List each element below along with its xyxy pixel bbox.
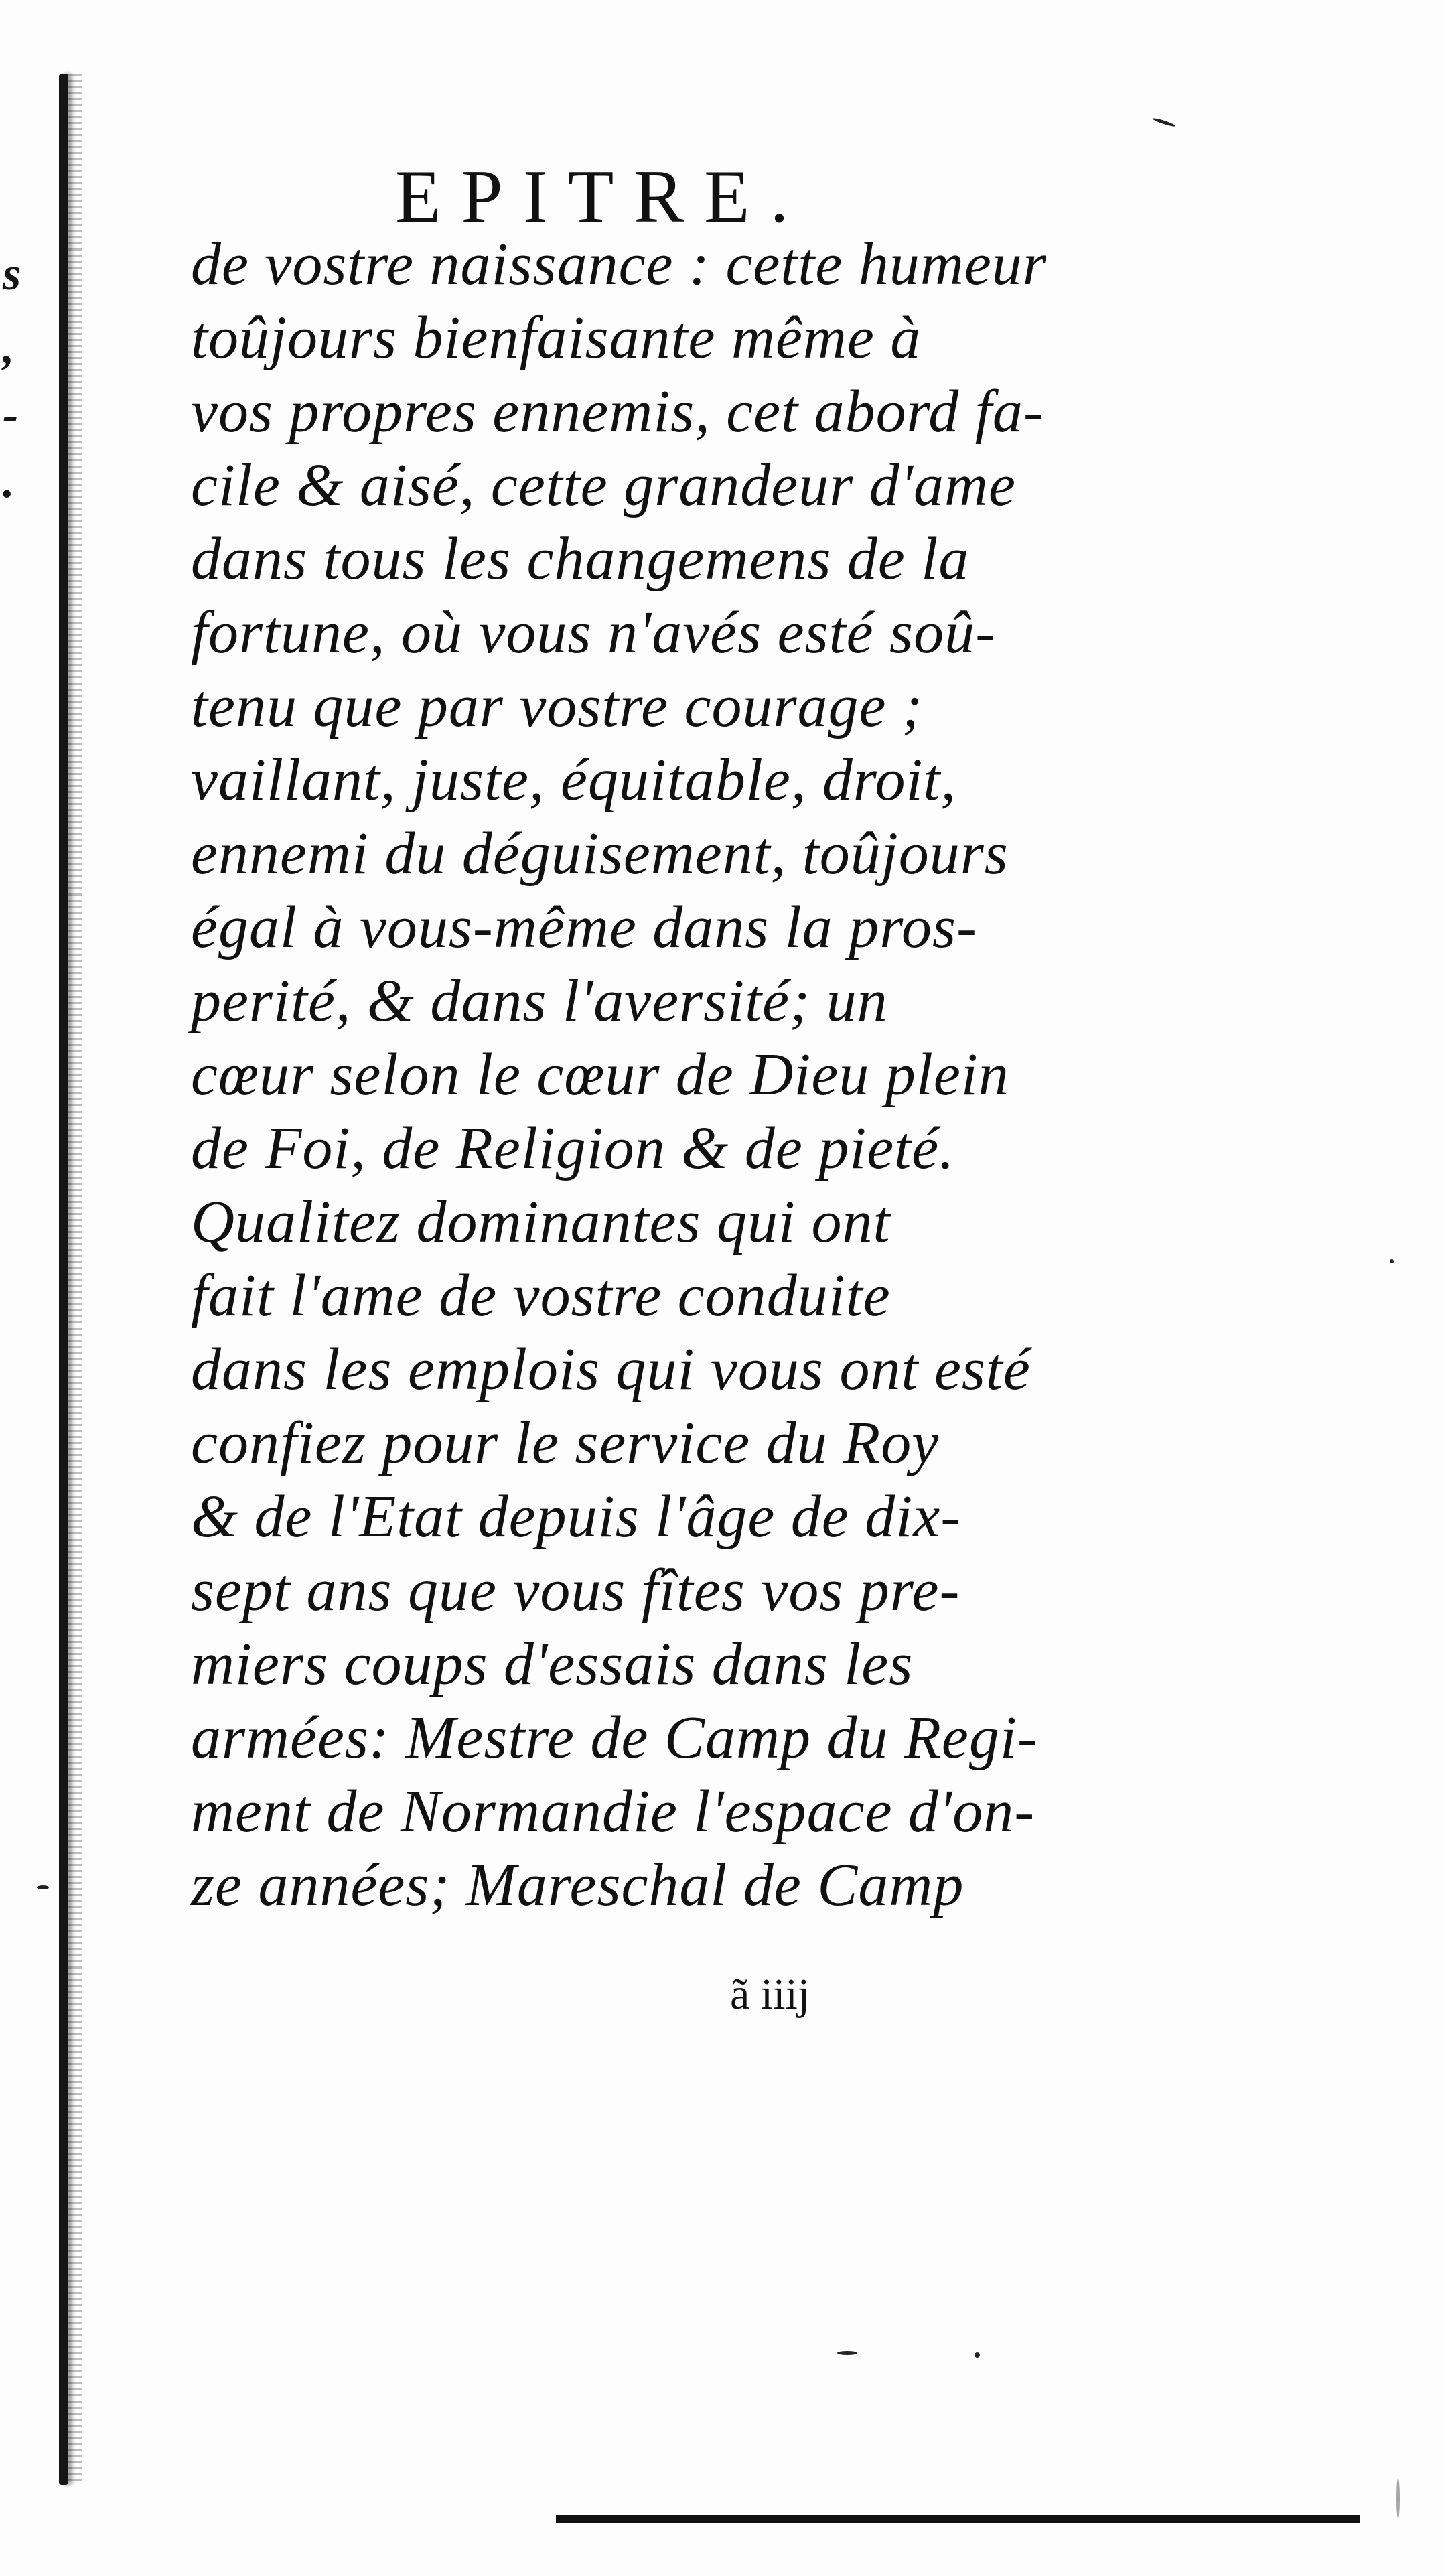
text-line: de Foi, de Religion & de pieté. [191, 1115, 955, 1182]
text-line: dans les emplois qui vous ont esté [191, 1336, 1031, 1403]
text-line: sept ans que vous fîtes vos pre- [191, 1557, 960, 1624]
text-line: de vostre naissance : cette humeur [191, 231, 1047, 297]
text-line: armées: Mestre de Camp du Regi- [191, 1705, 1038, 1771]
text-line: dans tous les changemens de la [191, 526, 970, 592]
text-line: ennemi du déguisement, toûjours [191, 820, 1009, 887]
text-line: tenu que par vostre courage ; [191, 673, 923, 739]
page-heading: EPITRE. [395, 155, 809, 238]
text-line: ment de Normandie l'espace d'on- [191, 1778, 1035, 1845]
text-line: cile & aisé, cette grandeur d'ame [191, 452, 1016, 518]
text-line: fortune, où vous n'avés esté soû- [191, 599, 997, 666]
text-line: perité, & dans l'aversité; un [191, 968, 888, 1034]
body-text [191, 228, 1129, 1922]
text-line: vos propres ennemis, cet abord fa- [191, 378, 1044, 445]
text-line: toûjours bienfaisante même à [191, 305, 922, 371]
margin-fragment: . [3, 456, 15, 508]
margin-fragment: - [3, 389, 19, 441]
text-line: égal à vous-même dans la pros- [191, 894, 977, 960]
scan-speck [37, 1885, 49, 1889]
signature-mark: ã iiij [730, 1970, 810, 2019]
scan-speck [1396, 2478, 1400, 2518]
text-line: & de l'Etat depuis l'âge de dix- [191, 1484, 962, 1550]
margin-fragment: s [3, 248, 21, 300]
scan-speck [1390, 1259, 1394, 1263]
scan-speck [975, 2352, 980, 2358]
text-line: confiez pour le service du Roy [191, 1410, 940, 1476]
text-line: cœur selon le cœur de Dieu plein [191, 1042, 1009, 1108]
text-line: miers coups d'essais dans les [191, 1631, 914, 1697]
text-line: ze années; Mareschal de Camp [191, 1852, 964, 1918]
scan-speck [837, 2351, 857, 2355]
bottom-rule [556, 2515, 1360, 2523]
text-line: fait l'ame de vostre conduite [191, 1263, 891, 1329]
text-line: Qualitez dominantes qui ont [191, 1189, 891, 1255]
text-line: vaillant, juste, équitable, droit, [191, 747, 957, 813]
binding-gutter [59, 74, 68, 2485]
scan-speck [1152, 117, 1176, 128]
margin-fragment: , [3, 322, 15, 374]
